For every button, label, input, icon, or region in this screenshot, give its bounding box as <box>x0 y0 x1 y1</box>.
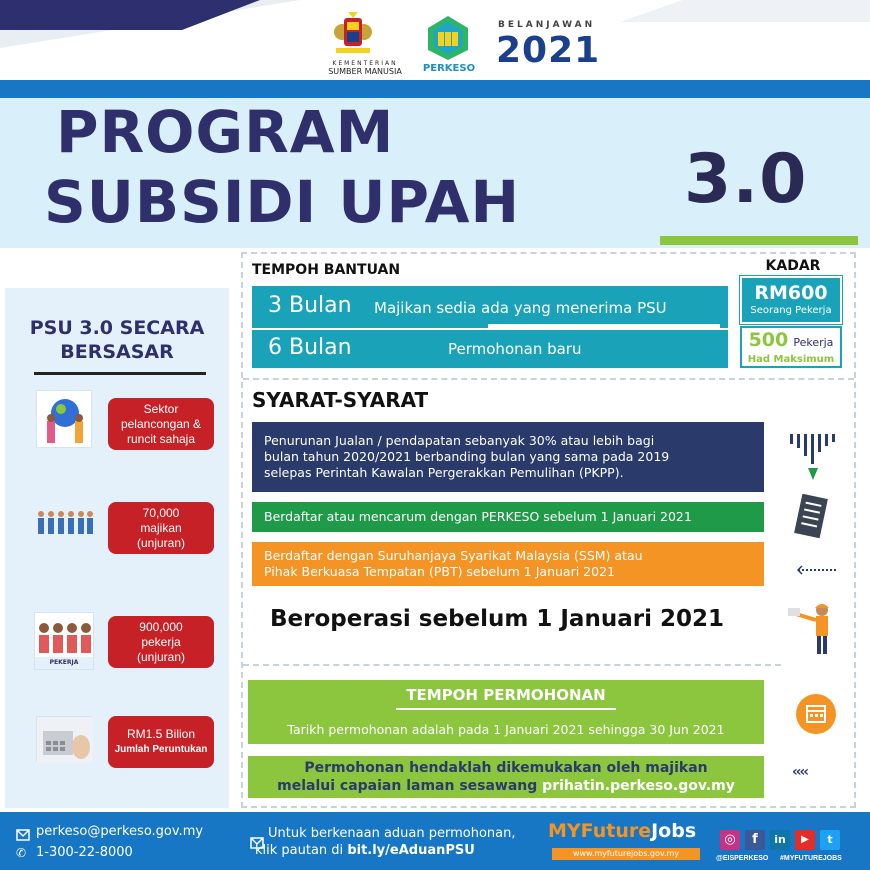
tourism-illustration <box>36 390 92 448</box>
permohonan-box <box>248 680 764 744</box>
tempoh-desc-1: Majikan sedia ada yang menerima PSU <box>374 299 667 317</box>
worker-icon <box>786 600 838 656</box>
linkedin-icon[interactable]: in <box>770 830 790 850</box>
permohonan-heading: TEMPOH PERMOHONAN <box>406 686 606 704</box>
stat3-line2: pekerja <box>141 634 181 649</box>
condition-2-line1: Berdaftar atau mencarum dengan PERKESO sebelum 1 Januari 2021 <box>264 509 692 524</box>
stat-pill-4 <box>108 716 214 768</box>
instagram-icon[interactable]: ◎ <box>720 830 740 850</box>
employers-illustration <box>36 508 94 536</box>
kadar-amount-sub: Seorang Pekerja <box>750 305 832 316</box>
kadar-amount-box <box>740 276 842 324</box>
ministry-line2: SUMBER MANUSIA <box>328 67 402 76</box>
left-heading-underline <box>34 372 206 375</box>
condition-1 <box>252 422 764 492</box>
facebook-icon[interactable]: f <box>745 830 765 850</box>
budget-year: 2021 <box>496 30 601 71</box>
stat-pill-2 <box>108 502 214 554</box>
kadar-max-box <box>740 326 842 368</box>
title-version: 3.0 <box>684 140 808 219</box>
stat-pill-3 <box>108 616 214 668</box>
document-icon <box>794 494 830 540</box>
sales-drop-icon <box>788 432 838 486</box>
youtube-icon[interactable]: ▶ <box>795 830 815 850</box>
apply-url-link[interactable]: prihatin.perkeso.gov.my <box>542 778 735 794</box>
footer-email[interactable]: perkeso@perkeso.gov.my <box>36 824 204 839</box>
condition-3-line2: Pihak Berkuasa Tempatan (PBT) sebelum 1 Januari 2021 <box>264 564 615 579</box>
title-accent-bar <box>660 236 858 245</box>
condition-2 <box>252 502 764 532</box>
mfj-my: MY <box>548 820 581 842</box>
footer-phone[interactable]: 1-300-22-8000 <box>36 845 133 860</box>
permohonan-dates: Tarikh permohonan adalah pada 1 Januari 2021 sehingga 30 Jun 2021 <box>287 722 725 737</box>
footer-complaint-line1: Untuk berkenaan aduan permohonan, <box>268 826 516 841</box>
myfuturejobs-url[interactable]: www.myfuturejobs.gov.my <box>552 848 700 860</box>
stat3-line1: 900,000 <box>139 619 183 634</box>
footer-handle1: @EISPERKESO <box>716 855 769 862</box>
stat4-line2: Jumlah Peruntukan <box>114 744 208 755</box>
kadar-max-unit: Pekerja <box>793 336 834 349</box>
mail-icon <box>16 826 30 838</box>
kadar-amount: RM600 <box>754 282 828 304</box>
dotted-arrow-icon <box>796 560 838 570</box>
footer-complaint-link[interactable]: bit.ly/eAduanPSU <box>347 843 475 858</box>
permohonan-underline <box>396 708 616 710</box>
section-divider <box>243 378 854 380</box>
stat4-line1: RM1.5 Bilion <box>126 727 196 741</box>
apply-instruction-box <box>248 756 764 798</box>
operating-condition: Beroperasi sebelum 1 Januari 2021 <box>270 606 724 632</box>
title-line1: PROGRAM <box>56 98 395 166</box>
stat1-line3: runcit sahaja <box>126 431 196 446</box>
left-heading-line2: BERSASAR <box>60 341 174 363</box>
twitter-icon[interactable]: t <box>820 830 840 850</box>
condition-3 <box>252 542 764 586</box>
chevrons-left-icon: ‹‹‹‹ <box>792 764 808 780</box>
tempoh-duration-2: 6 Bulan <box>268 335 352 360</box>
ministry-crest-logo <box>328 10 378 58</box>
condition-1-line3: selepas Perintah Kawalan Pergerakkan Pemulihan (PKPP). <box>264 465 624 480</box>
phone-icon: ✆ <box>16 846 27 860</box>
apply-line1: Permohonan hendaklah dikemukakan oleh majikan <box>304 760 708 776</box>
tempoh-duration-1: 3 Bulan <box>268 293 352 318</box>
budget-label: BELANJAWAN <box>498 20 596 30</box>
stat2-line1: 70,000 <box>142 505 180 520</box>
syarat-heading: SYARAT-SYARAT <box>252 388 429 412</box>
calculator-illustration <box>36 716 92 762</box>
left-heading-line1: PSU 3.0 SECARA <box>29 317 205 339</box>
title-line2: SUBSIDI UPAH <box>44 168 521 236</box>
footer-complaint-prefix: klik pautan di <box>255 843 344 858</box>
tempoh-row-3-bulan <box>252 286 728 328</box>
myfuturejobs-logo <box>548 820 696 842</box>
tempoh-divider <box>488 324 720 328</box>
stat3-line3: (unjuran) <box>136 649 186 664</box>
calendar-icon <box>796 694 836 734</box>
footer-complaint-line2 <box>255 843 475 858</box>
tempoh-heading: TEMPOH BANTUAN <box>252 262 401 278</box>
header-blue-bar <box>0 80 870 98</box>
kadar-max-num: 500 <box>748 329 789 351</box>
condition-1-line1: Penurunan Jualan / pendapatan sebanyak 30% atau lebih bagi <box>264 433 655 448</box>
stat2-line2: majikan <box>140 520 182 535</box>
condition-3-line1: Berdaftar dengan Suruhanjaya Syarikat Malaysia (SSM) atau <box>264 548 643 563</box>
tempoh-row-6-bulan <box>252 330 728 368</box>
kadar-max-label: Had Maksimum <box>747 354 835 365</box>
mfj-jobs: Jobs <box>651 820 697 842</box>
stat1-line1: Sektor <box>143 401 179 416</box>
section-divider-2 <box>243 664 781 666</box>
footer-handle2: #MYFUTUREJOBS <box>780 855 842 862</box>
apply-line2-prefix: melalui capaian laman sesawang <box>277 778 538 794</box>
condition-1-line2: bulan tahun 2020/2021 berbanding bulan yang sama pada 2019 <box>264 449 670 464</box>
stat-pill-1 <box>108 398 214 450</box>
mfj-future: Future <box>580 820 652 842</box>
stat1-line2: pelancongan & <box>120 416 202 431</box>
tempoh-desc-2: Permohonan baru <box>448 340 582 358</box>
workers-illustration <box>34 612 94 670</box>
workers-img-label: PEKERJA <box>35 657 93 669</box>
kadar-heading: KADAR <box>765 258 821 274</box>
ministry-line1: KEMENTERIAN <box>332 60 398 67</box>
perkeso-label: PERKESO <box>422 63 476 74</box>
stat2-line3: (unjuran) <box>136 535 186 550</box>
left-heading <box>5 316 229 364</box>
perkeso-logo <box>424 14 472 62</box>
